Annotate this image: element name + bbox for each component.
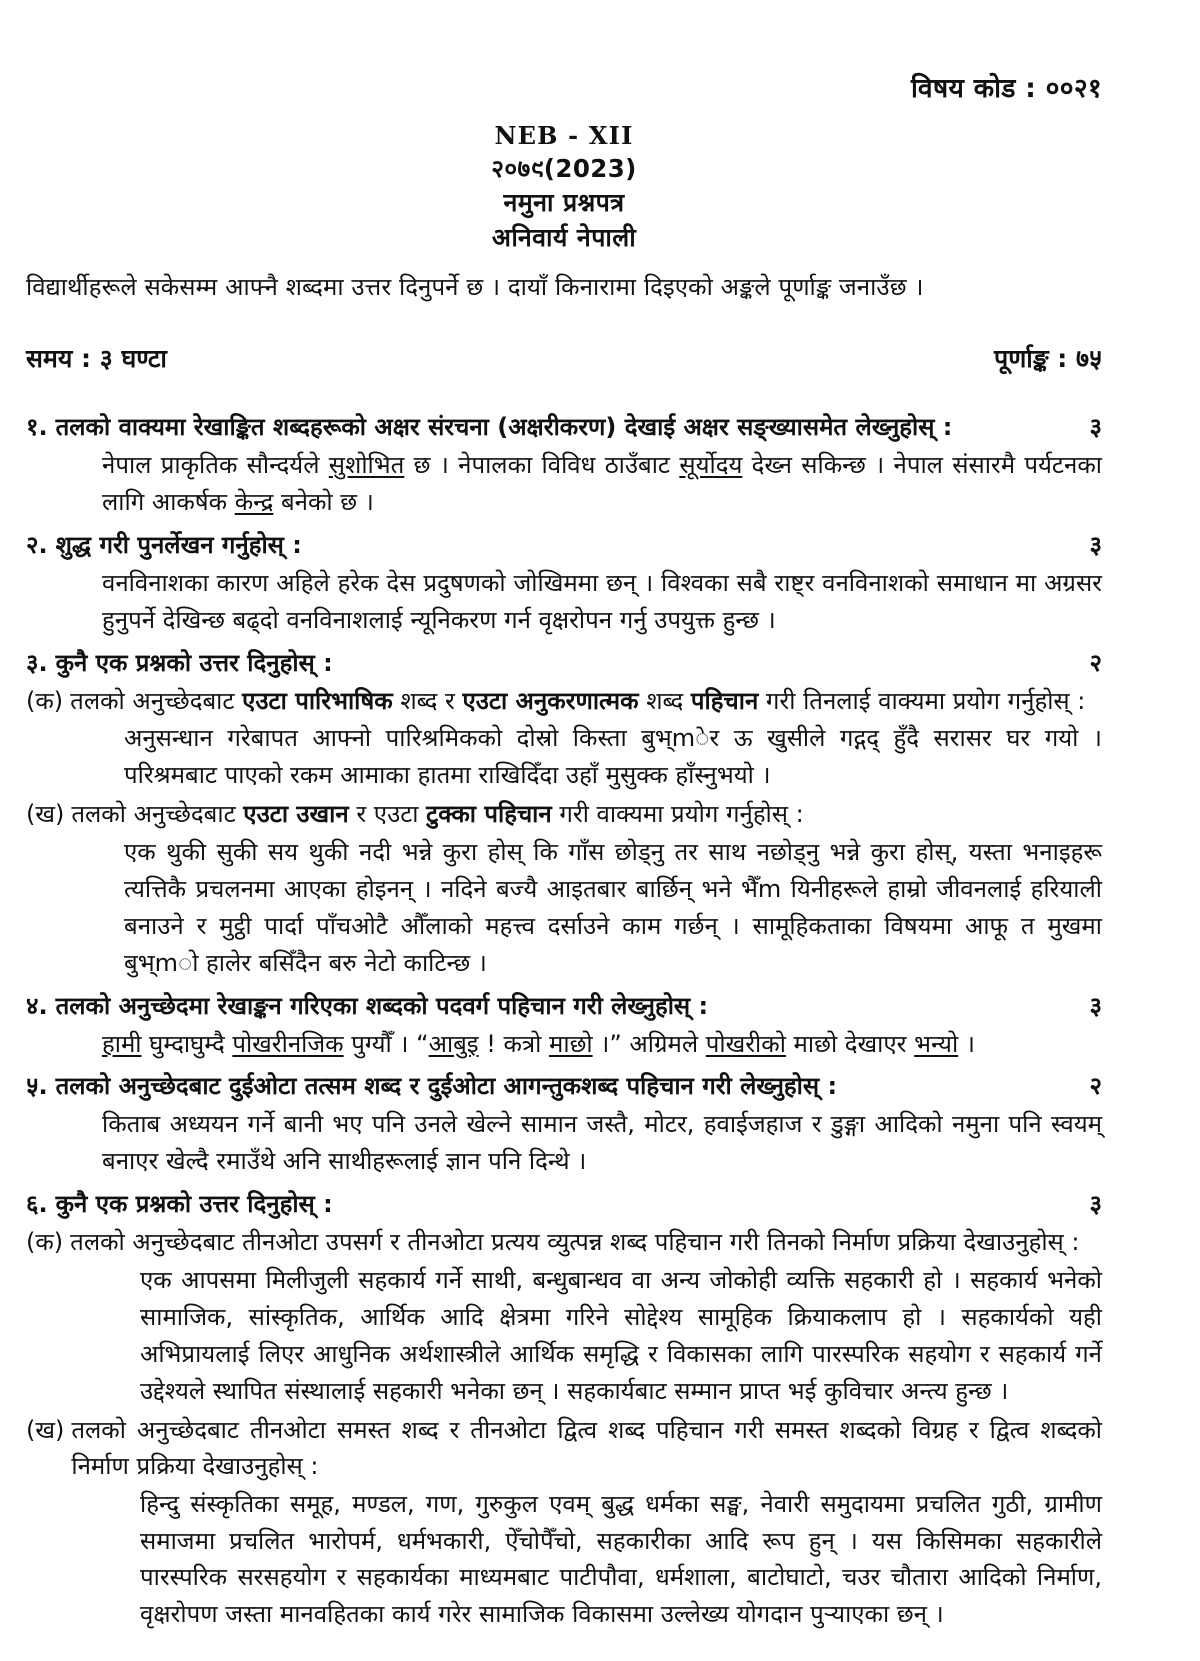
- question-3b-label: (ख): [26, 800, 65, 829]
- question-6-heading: [26, 1186, 1102, 1222]
- question-2: [26, 527, 1102, 639]
- question-1-number: १.: [26, 413, 48, 442]
- question-3b-heading: [26, 796, 1102, 832]
- question-4-text: तलको अनुच्छेदमा रेखाङ्कन गरिएका शब्दको पदवर्ग पहिचान गरी लेख्नुहोस् :: [55, 991, 709, 1020]
- passage-segment: पुग्यौँ । “: [343, 1029, 429, 1058]
- question-6b-heading: [26, 1412, 1102, 1485]
- question-6: [26, 1186, 1102, 1633]
- question-6b-text: तलको अनुच्छेदबाट तीनओटा समस्त शब्द र तीनओटा द्वित्व शब्द पहिचान गरी समस्त शब्दको विग्रह र द्वित्व शब्दको निर्माण प्रक्रिया देखाउनुहोस् :: [71, 1415, 1102, 1481]
- subject-name: अनिवार्य नेपाली: [491, 222, 637, 252]
- instruction-text: विद्यार्थीहरूले सकेसम्म आफ्नै शब्दमा उत्तर दिनुपर्ने छ । दायाँ किनारामा दिइएको अङ्कले पूर्णाङ्क जनाउँछ ।: [26, 273, 924, 302]
- question-3b-passage: एक थुकी सुकी सय थुकी नदी भन्ने कुरा होस् कि गाँस छोड्नु तर साथ नछोड्नु भन्ने कुरा होस्, यस्ता भनाइहरू त्यत्तिकै प्रचलनमा आएका होइनन् । नदिने बज्यै आइतबार बार्छिन् भने भैँm यिनीहरूले हाम्रो जीवनलाई हरियाली बनाउने र मुट्ठी पार्दा पाँचओटै औँलाको महत्त्व दर्साउने काम गर्छन् । सामूहिकताका विषयमा आफू त मुखमा बुभ्mो हालेर बसिँदैन बरु नेटो काटिन्छ ।: [124, 837, 1102, 977]
- question-6-number: ६.: [26, 1190, 48, 1219]
- question-1-heading: [26, 409, 1102, 445]
- title-block: [26, 119, 1102, 255]
- question-6a-heading: [26, 1224, 1102, 1260]
- passage-segment: ! कत्रो: [478, 1029, 549, 1058]
- passage-segment: घुम्दाघुम्दै: [141, 1029, 233, 1058]
- passage-segment: नेपाल प्राकृतिक सौन्दर्यले: [102, 451, 329, 480]
- question-3b-text: [71, 796, 1102, 832]
- question-3a-text: [70, 683, 1102, 719]
- question-5-heading: [26, 1068, 1102, 1104]
- underlined-word-sushobhit: सुशोभित: [328, 451, 405, 480]
- question-2-passage: वनविनाशका कारण अहिले हरेक देस प्रदुषणको जोखिममा छन् । विश्वका सबै राष्ट्र वनविनाशको समाधान मा अग्रसर हुनुपर्ने देखिन्छ बढ्दो वनविनाशलाई न्यूनिकरण गर्न वृक्षरोपन गर्नु उपयुक्त हुन्छ ।: [102, 568, 1102, 634]
- question-1-marks: ३: [1089, 413, 1102, 442]
- text-segment: गरी वाक्यमा प्रयोग गर्नुहोस् :: [551, 800, 804, 829]
- question-1-passage: [26, 447, 1102, 521]
- exam-year: २०७९(2023): [491, 154, 637, 184]
- text-segment: गरी तिनलाई वाक्यमा प्रयोग गर्नुहोस् :: [758, 686, 1086, 715]
- passage-segment: ।” अग्रिमले: [592, 1029, 706, 1058]
- question-6a-label: (क): [26, 1228, 64, 1257]
- board-title: NEB - XII: [494, 121, 634, 151]
- question-2-heading: [26, 527, 1102, 563]
- question-6a-text: तलको अनुच्छेदबाट तीनओटा उपसर्ग र तीनओटा प्रत्यय व्युत्पन्न शब्द पहिचान गरी तिनको निर्माण प्रक्रिया देखाउनुहोस् :: [70, 1228, 1080, 1257]
- question-2-text: शुद्ध गरी पुनर्लेखन गर्नुहोस् :: [55, 530, 302, 559]
- full-marks-label: पूर्णाङ्क : ७५: [994, 344, 1102, 374]
- text-segment: शब्द: [638, 686, 691, 715]
- question-5-text: तलको अनुच्छेदबाट दुईओटा तत्सम शब्द र दुईओटा आगन्तुकशब्द पहिचान गरी लेख्नुहोस् :: [55, 1072, 838, 1101]
- question-1-text: तलको वाक्यमा रेखाङ्कित शब्दहरूको अक्षर संरचना (अक्षरीकरण) देखाई अक्षर सङ्ख्यासमेत लेख्नुहोस् :: [55, 413, 953, 442]
- question-6-marks: ३: [1089, 1190, 1102, 1219]
- question-5: [26, 1068, 1102, 1180]
- exam-meta-row: [26, 341, 1102, 375]
- question-3-heading: [26, 645, 1102, 681]
- underlined-word: पोखरीको: [705, 1029, 786, 1058]
- question-1: [26, 409, 1102, 521]
- passage-segment: ।: [958, 1029, 975, 1058]
- underlined-word: भन्यो: [914, 1029, 959, 1058]
- text-segment: शब्द र: [392, 686, 463, 715]
- bold-term-anukaranatmak: एउटा अनुकरणात्मक: [462, 686, 639, 715]
- question-5-passage: किताब अध्ययन गर्ने बानी भए पनि उनले खेल्ने सामान जस्तै, मोटर, हवाईजहाज र डुङ्गा आदिको नमुना पनि स्वयम् बनाएर खेल्दै रमाउँथे अनि साथीहरूलाई ज्ञान पनि दिन्थे ।: [102, 1110, 1102, 1176]
- underlined-word: माछो: [549, 1029, 593, 1058]
- time-label: समय : ३ घण्टा: [26, 344, 167, 374]
- text-segment: तलको अनुच्छेदबाट: [71, 800, 244, 829]
- passage-segment: माछो देखाएर: [785, 1029, 915, 1058]
- text-segment: तलको अनुच्छेदबाट: [70, 686, 243, 715]
- bold-term-ukhan: एउटा उखान: [243, 800, 349, 829]
- subject-code: विषय कोड : ००२१: [911, 73, 1102, 104]
- question-3-marks: २: [1089, 648, 1102, 677]
- question-5-number: ५.: [26, 1072, 48, 1101]
- question-3a-heading: [26, 683, 1102, 719]
- question-2-marks: ३: [1089, 530, 1102, 559]
- question-6-text: कुनै एक प्रश्नको उत्तर दिनुहोस् :: [55, 1190, 333, 1219]
- passage-segment: छ । नेपालका विविध ठाउँबाट: [404, 451, 680, 480]
- question-3: [26, 645, 1102, 982]
- underlined-word: हामी: [102, 1029, 142, 1058]
- underlined-word-suryodaya: सूर्योदय: [679, 451, 743, 480]
- passage-segment: देख्न सकिन्छ । नेपाल संसारमै पर्यटनका लागि आकर्षक: [102, 451, 1102, 516]
- underlined-word-kendra: केन्द्र: [234, 487, 274, 516]
- question-6b-label: (ख): [26, 1415, 65, 1444]
- paper-type: नमुना प्रश्नपत्र: [503, 188, 625, 218]
- question-6a-passage: एक आपसमा मिलीजुली सहकार्य गर्ने साथी, बन्धुबान्धव वा अन्य जोकोही व्यक्ति सहकारी हो । सहकार्य भनेको सामाजिक, सांस्कृतिक, आर्थिक आदि क्षेत्रमा गरिने सोद्देश्य सामूहिक क्रियाकलाप हो । सहकार्यको यही अभिप्रायलाई लिएर आधुनिक अर्थशास्त्रीले आर्थिक समृद्धि र विकासका लागि पारस्परिक सहयोग र सहकार्य गर्ने उद्देश्यले स्थापित संस्थालाई सहकारी भनेका छन् । सहकार्यबाट सम्मान प्राप्त भई कुविचार अन्त्य हुन्छ ।: [140, 1265, 1102, 1405]
- text-segment: र एउटा: [348, 800, 427, 829]
- bold-term-pahichan: पहिचान: [690, 686, 759, 715]
- question-4: [26, 988, 1102, 1063]
- question-3-number: ३.: [26, 648, 48, 677]
- bold-term-paribhashik: एउटा पारिभाषिक: [242, 686, 393, 715]
- question-3a-passage: अनुसन्धान गरेबापत आफ्नो पारिश्रमिकको दोस्रो किस्ता बुभ्mेर ऊ खुसीले गद्गद् हुँदै सरासर घर गयो । परिश्रमबाट पाएको रकम आमाका हातमा राखिदिँदा उहाँ मुसुक्क हाँस्नुभयो ।: [124, 724, 1102, 790]
- question-5-marks: २: [1089, 1072, 1102, 1101]
- question-4-marks: ३: [1089, 991, 1102, 1020]
- question-3-text: कुनै एक प्रश्नको उत्तर दिनुहोस् :: [55, 648, 333, 677]
- question-6b-passage: हिन्दु संस्कृतिका समूह, मण्डल, गण, गुरुकुल एवम् बुद्ध धर्मका सङ्घ, नेवारी समुदायमा प्रचलित गुठी, ग्रामीण समाजमा प्रचलित भारोपर्म, धर्मभकारी, ऐँचोपैँचो, सहकारीका आदि रूप हुन् । यस किसिमका सहकारीले पारस्परिक सरसहयोग र सहकार्यका माध्यमबाट पाटीपौवा, धर्मशाला, बाटोघाटो, चउर चौतारा आदिको निर्माण, वृक्षरोपण जस्ता मानवहितका कार्य गरेर सामाजिक विकासमा उल्लेख्य योगदान पुर्‍याएका छन् ।: [140, 1489, 1102, 1629]
- question-3a-label: (क): [26, 686, 64, 715]
- question-4-passage: [26, 1026, 1102, 1063]
- question-2-number: २.: [26, 530, 48, 559]
- passage-segment: बनेको छ ।: [273, 487, 374, 516]
- question-4-heading: [26, 988, 1102, 1024]
- question-4-number: ४.: [26, 991, 48, 1020]
- bold-term-tukka-pahichan: टुक्का पहिचान: [426, 800, 552, 829]
- underlined-word: पोखरीनजिक: [232, 1029, 344, 1058]
- underlined-word: आबुइ: [428, 1029, 479, 1058]
